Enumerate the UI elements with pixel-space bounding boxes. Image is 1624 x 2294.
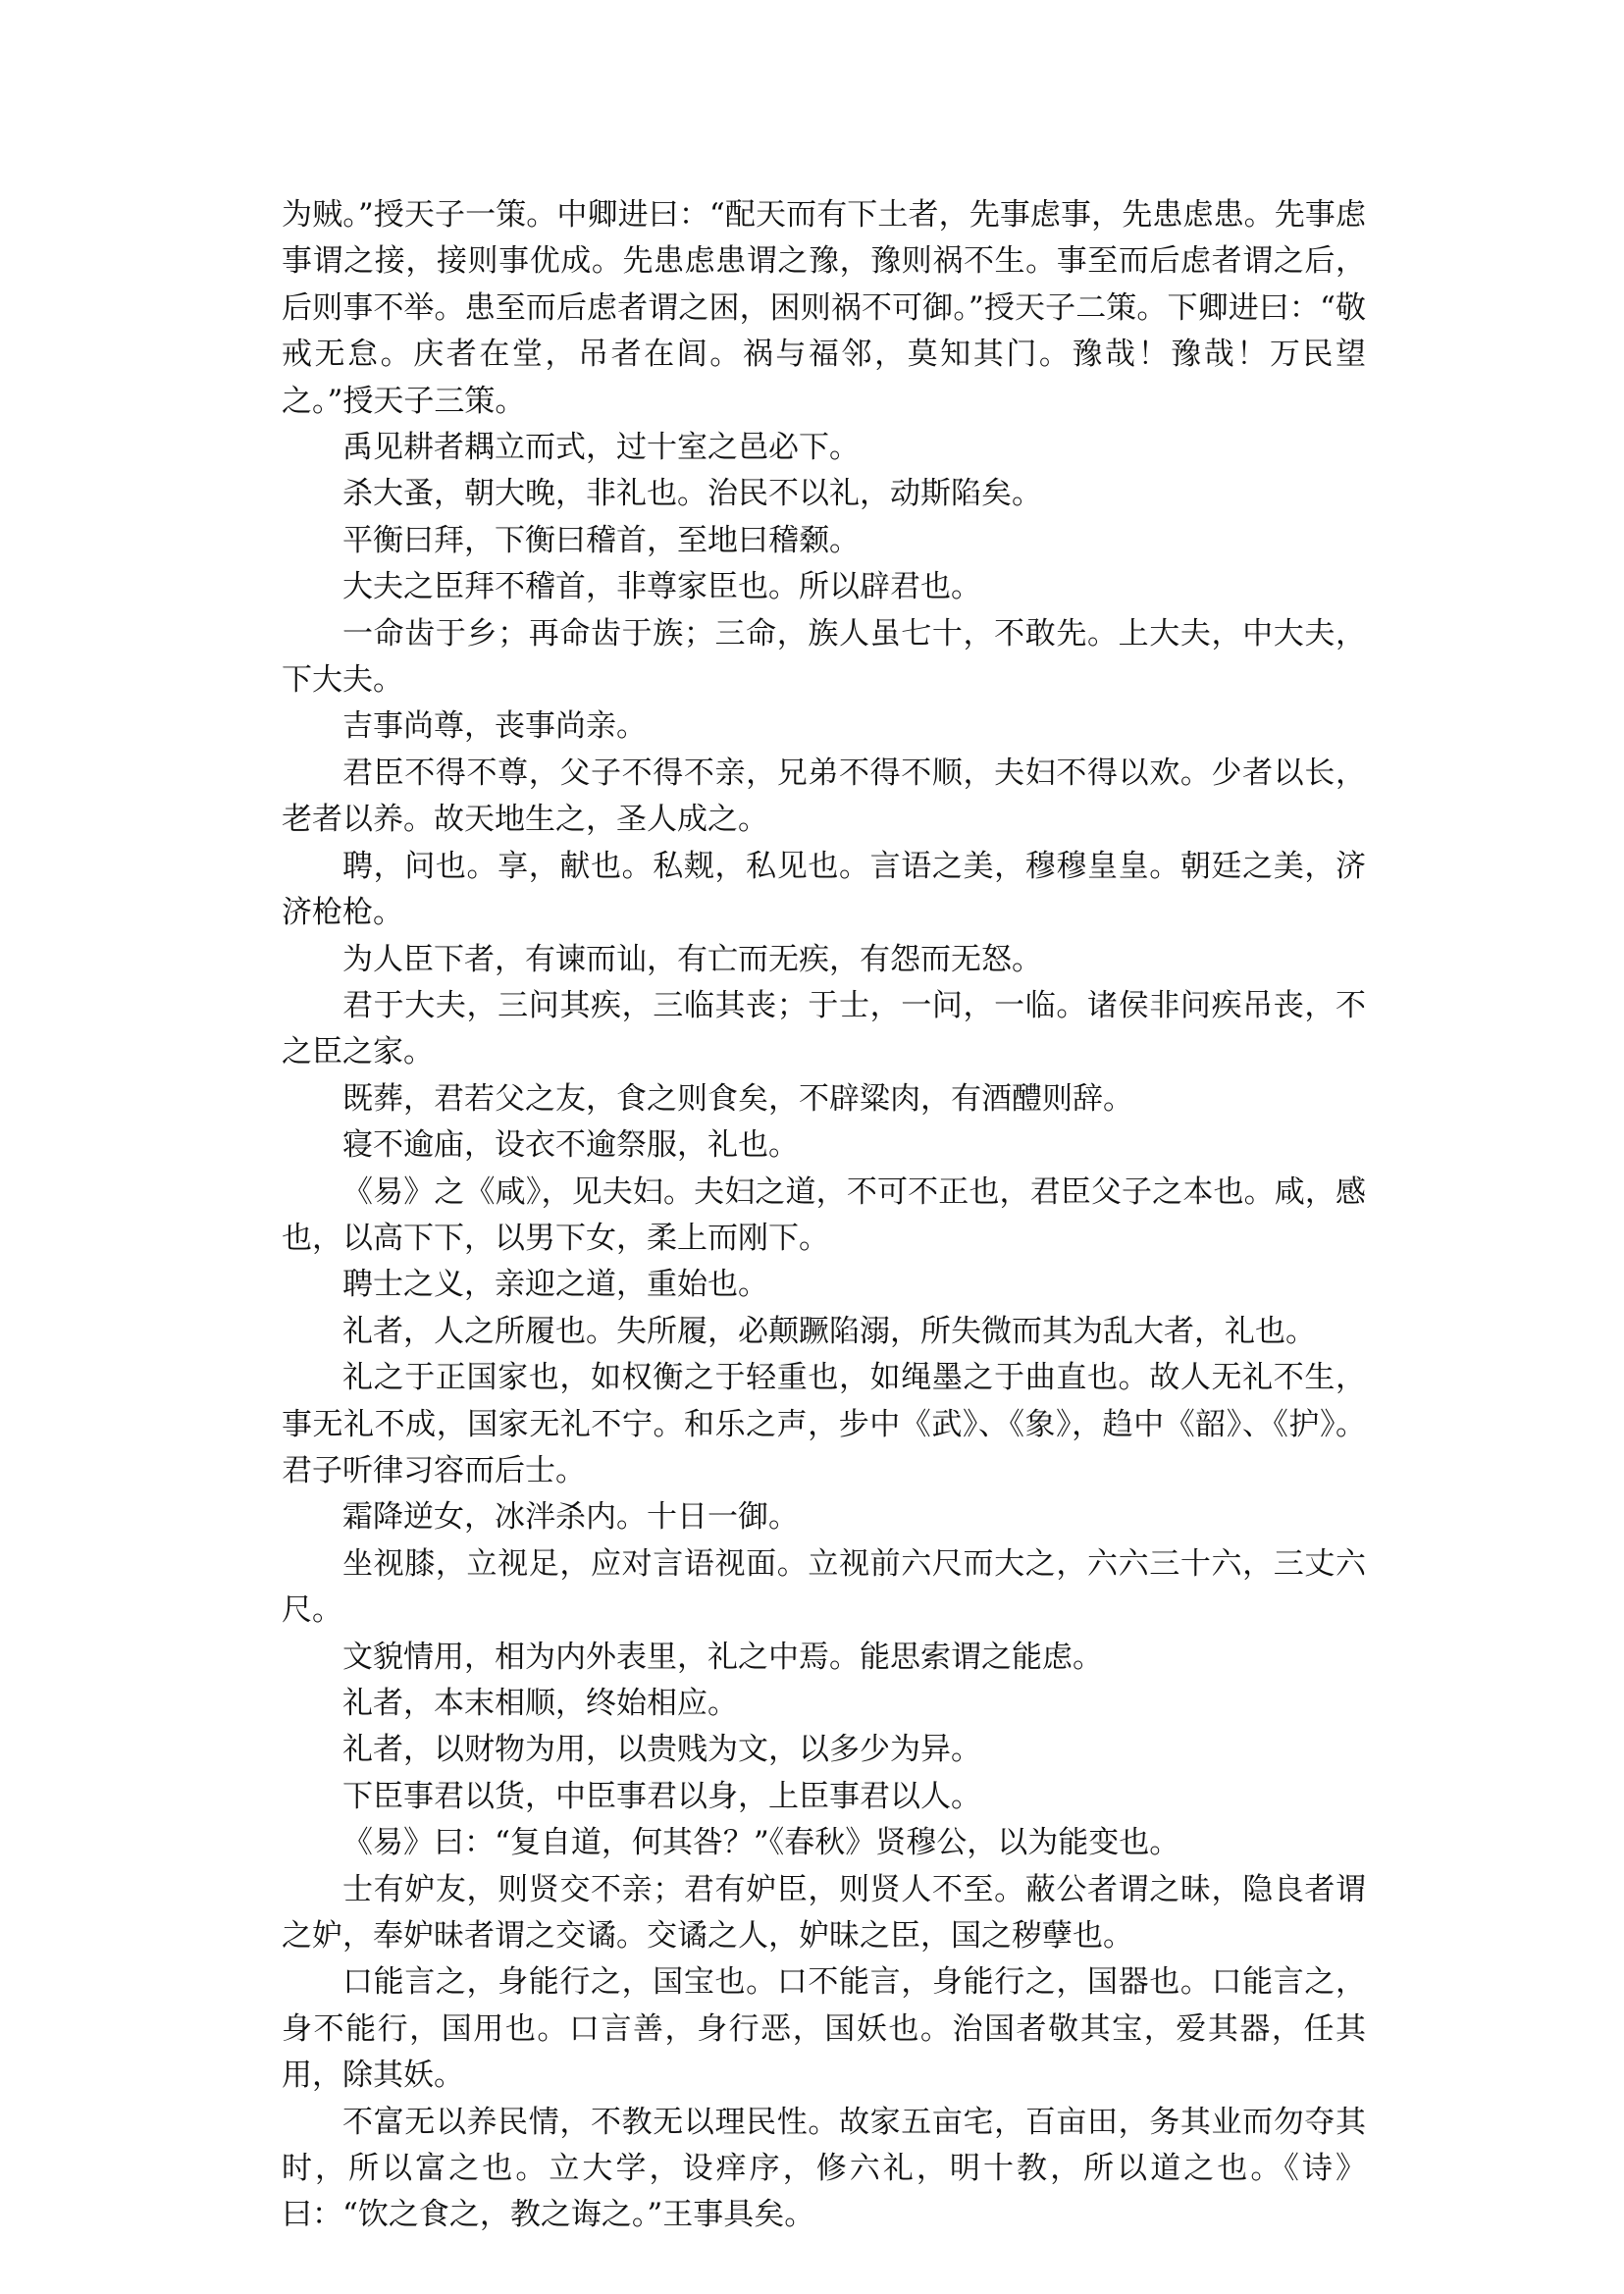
paragraph-21: 礼者，以财物为用，以贵贱为文，以多少为异。 [342, 1732, 981, 1768]
document-page [282, 192, 1366, 2239]
paragraph-18: 坐视膝，立视足，应对言语视面。立视前六尺而大之，六六三十六，三丈六尺。 [282, 1545, 1366, 1629]
paragraph-17: 霜降逆女，冰泮杀内。十日一御。 [342, 1499, 799, 1536]
paragraph-12: 寝不逾庙，设衣不逾祭服，礼也。 [342, 1127, 799, 1164]
paragraph-19: 文貌情用，相为内外表里，礼之中焉。能思索谓之能虑。 [342, 1639, 1103, 1675]
paragraph-20: 礼者，本末相顺，终始相应。 [342, 1686, 738, 1721]
paragraph-11: 既葬，君若父之友，食之则食矣，不辟粱肉，有酒醴则辞。 [342, 1080, 1133, 1117]
paragraph-6: 吉事尚尊，丧事尚亲。 [342, 708, 647, 745]
paragraph-25: 口能言之，身能行之，国宝也。口不能言，身能行之，国器也。口能言之，身不能行，国用也。口言善，身行恶，国妖也。治国者敬其宝，爱其器，任其用，除其妖。 [282, 1964, 1366, 2094]
paragraph-2: 杀大蚤，朝大晚，非礼也。治民不以礼，动斯陷矣。 [342, 476, 1042, 512]
paragraph-1: 禹见耕者耦立而式，过十室之邑必下。 [342, 430, 860, 466]
paragraph-24: 士有妒友，则贤交不亲；君有妒臣，则贤人不至。蔽公者谓之昧，隐良者谓之妒，奉妒昧者谓之交谲。交谲之人，妒昧之臣，国之秽孽也。 [282, 1871, 1366, 1955]
paragraph-4: 大夫之臣拜不稽首，非尊家臣也。所以辟君也。 [342, 569, 981, 605]
paragraph-10: 君于大夫，三问其疾，三临其丧；于士，一问，一临。诸侯非问疾吊丧，不之臣之家。 [282, 987, 1366, 1070]
paragraph-16: 礼之于正国家也，如权衡之于轻重也，如绳墨之于曲直也。故人无礼不生，事无礼不成，国家无礼不宁。和乐之声，步中《武》、《象》，趋中《韶》、《护》。君子听律习容而后士。 [282, 1360, 1366, 1488]
paragraph-9: 为人臣下者，有谏而讪，有亡而无疾，有怨而无怒。 [342, 941, 1042, 977]
paragraph-8: 聘，问也。享，献也。私觌，私见也。言语之美，穆穆皇皇。朝廷之美，济济枪枪。 [282, 848, 1366, 931]
paragraph-7: 君臣不得不尊，父子不得不亲，兄弟不得不顺，夫妇不得以欢。少者以长，老者以养。故天地生之，圣人成之。 [282, 755, 1366, 838]
paragraph-15: 礼者，人之所履也。失所履，必颠蹶陷溺，所失微而其为乱大者，礼也。 [342, 1313, 1316, 1349]
paragraph-26: 不富无以养民情，不教无以理民性。故家五亩宅，百亩田，务其业而勿夺其时，所以富之也。立大学，设痒序，修六礼，明十教，所以道之也。《诗》曰：“饮之食之，教之诲之。”王事具矣。 [282, 2104, 1366, 2233]
paragraph-14: 聘士之义，亲迎之道，重始也。 [342, 1267, 768, 1303]
paragraph-5: 一命齿于乡；再命齿于族；三命，族人虽七十，不敢先。上大夫，中大夫，下大夫。 [282, 615, 1366, 699]
paragraph-0: 为贼。”授天子一策。中卿进曰：“配天而有下土者，先事虑事，先患虑患。先事虑事谓之接，接则事优成。先患虑患谓之豫，豫则祸不生。事至而后虑者谓之后，后则事不举。患至而后虑者谓之困，困则祸不可御。”授天子二策。下卿进曰：“敬戒无怠。庆者在堂，吊者在闾。祸与福邻，莫知其门。豫哉！豫哉！万民望之。”授天子三策。 [282, 197, 1366, 419]
paragraph-13: 《易》之《咸》，见夫妇。夫妇之道，不可不正也，君臣父子之本也。咸，感也，以高下下，以男下女，柔上而刚下。 [282, 1173, 1366, 1256]
paragraph-22: 下臣事君以货，中臣事君以身，上臣事君以人。 [342, 1778, 981, 1814]
paragraph-23: 《易》曰：“复自道，何其咎？”《春秋》贤穆公，以为能变也。 [342, 1825, 1180, 1861]
paragraph-3: 平衡曰拜，下衡曰稽首，至地曰稽颡。 [342, 522, 860, 558]
